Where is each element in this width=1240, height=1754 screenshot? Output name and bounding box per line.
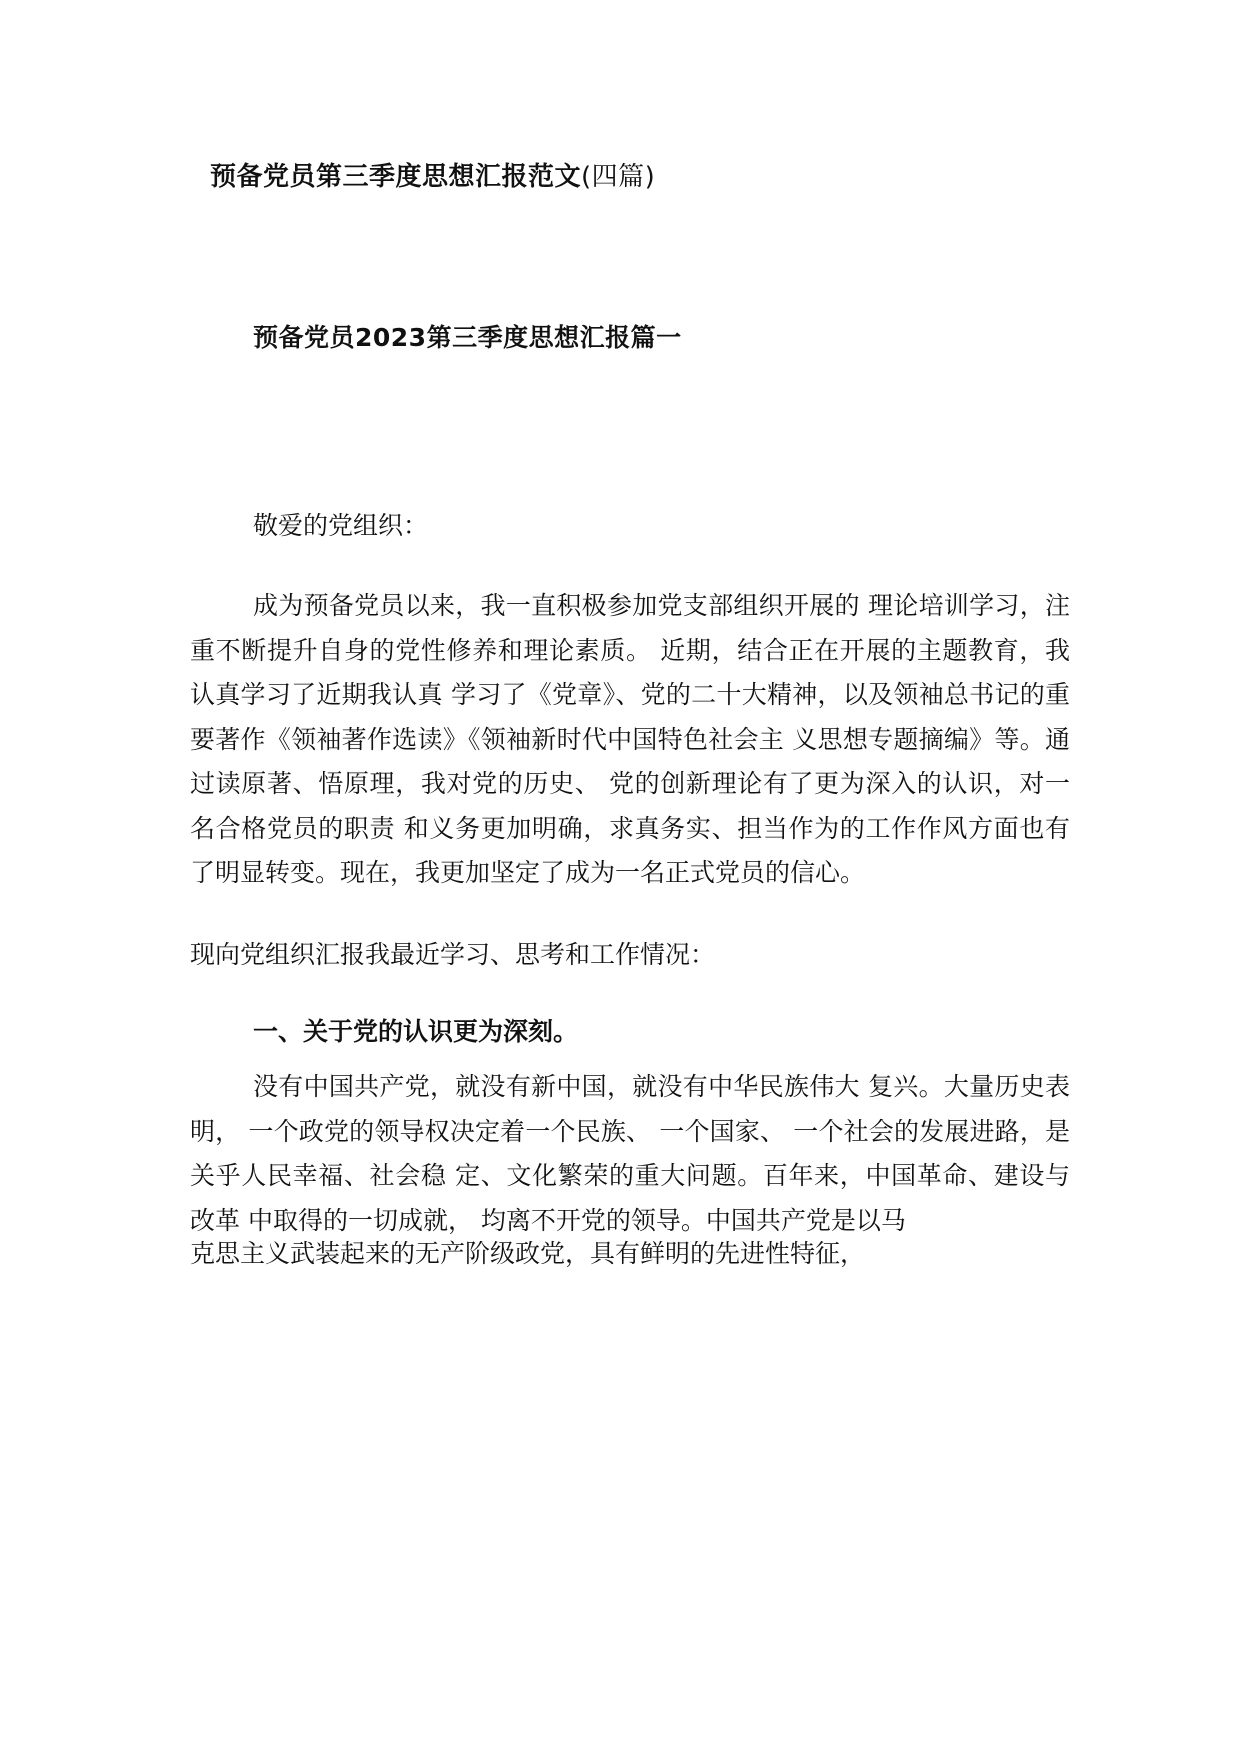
paragraph-2: 没有中国共产党，就没有新中国，就没有中华民族伟大 复兴。大量历史表明， 一个政党的领导权决定着一个民族、 一个国家、 一个社会的发展进路，是关乎人民幸福、社会稳 定、文化繁荣的重大问题。百年来，中国革命、建设与改革 中取得的一切成就， 均离不开党的领导。中国共产党是以马 <box>190 1072 1070 1235</box>
section-title: 预备党员2023第三季度思想汇报篇一 <box>253 323 682 352</box>
salutation: 敬爱的党组织： <box>253 511 429 540</box>
document-title <box>210 156 655 193</box>
document-title-text: 预备党员第三季度思想汇报范文 <box>210 162 582 192</box>
intro-line: 现向党组织汇报我最近学习、思考和工作情况： <box>190 940 716 969</box>
paragraph-1: 成为预备党员以来，我一直积极参加党支部组织开展的 理论培训学习，注重不断提升自身的党性修养和理论素质。 近期，结合正在开展的主题教育，我认真学习了近期我认真 学习了《党章》、党的二十大精神，以及领袖总书记的重 要著作《领袖著作选读》《领袖新时代中国特色社会主 义思想专题摘编》等。通过读原著、悟原理，我对党的历史、 党的创新理论有了更为深入的认识，对一名合格党员的职责 和义务更加明确，求真务实、担当作为的工作作风方面也有 了明显转变。现在，我更加坚定了成为一名正式党员的信心。 <box>190 591 1070 887</box>
document-title-paren: (四篇) <box>581 162 656 192</box>
point-1-heading: 一、关于党的认识更为深刻。 <box>253 1017 579 1046</box>
paragraph-2-tail: 克思主义武装起来的无产阶级政党，具有鲜明的先进性特征， <box>190 1239 866 1268</box>
